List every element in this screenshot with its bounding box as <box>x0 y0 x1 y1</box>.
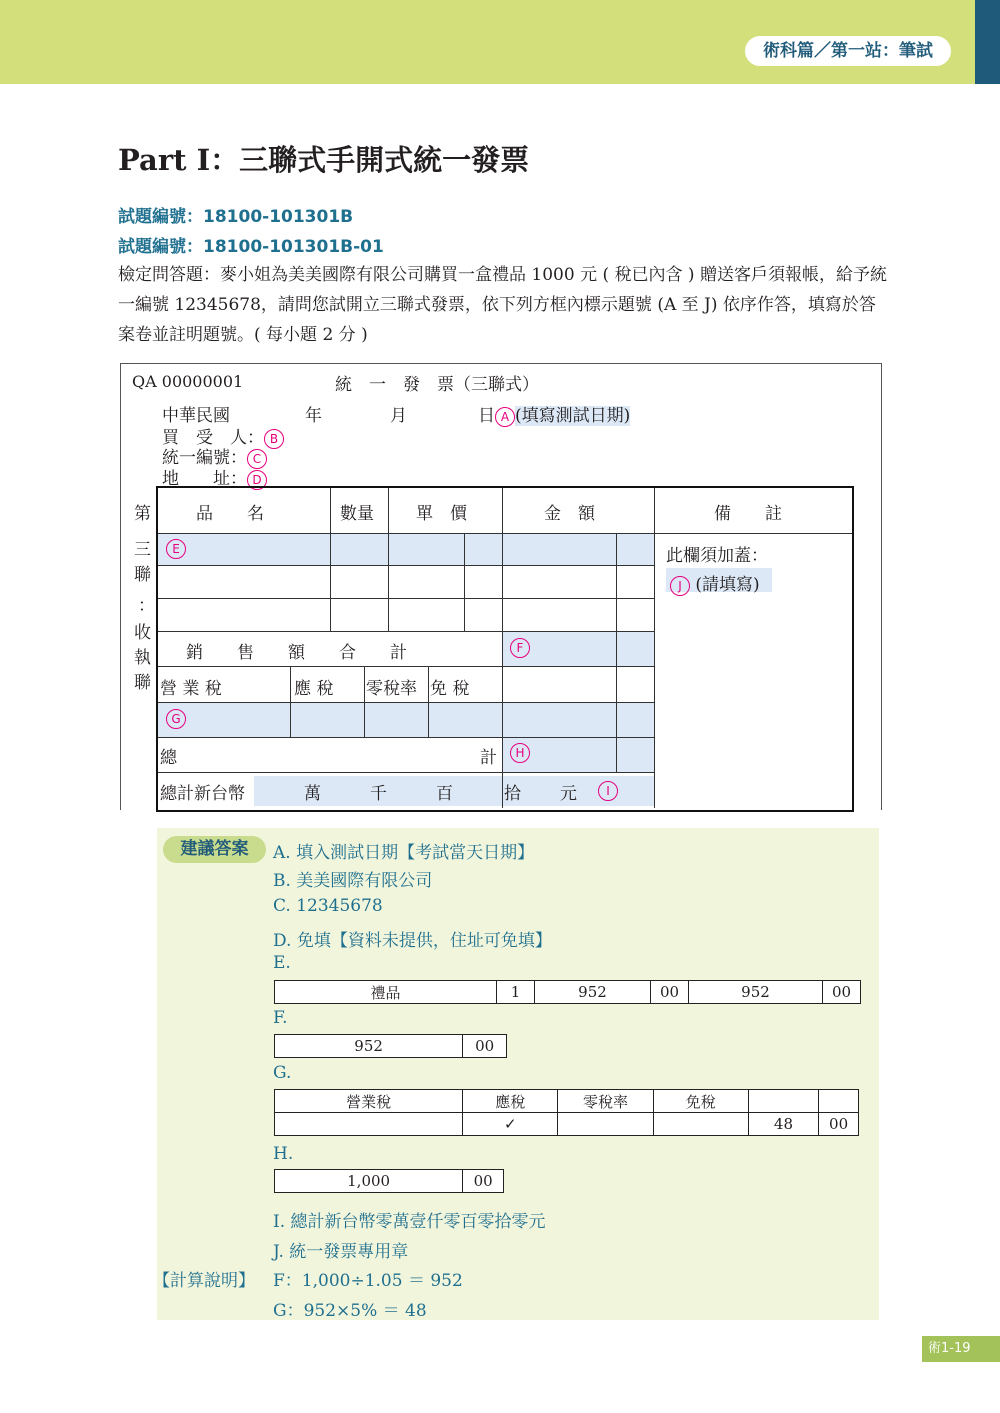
e-amount-cents: 00 <box>823 981 861 1004</box>
col-price: 單 價 <box>416 504 467 524</box>
unit-yuan: 元 <box>560 784 577 804</box>
date-hint: (填寫測試日期) <box>515 406 631 426</box>
business-tax-label: 營 業 稅 <box>160 679 222 699</box>
question-id: 試題編號：18100-101301B <box>118 207 354 227</box>
unit-shi: 拾 <box>504 784 521 804</box>
e-item: 禮品 <box>275 981 497 1004</box>
copy-label-5: 收 <box>134 623 151 643</box>
unit-bai: 百 <box>436 784 453 804</box>
marker-h: H <box>510 743 530 763</box>
g-h-blank-1 <box>748 1090 818 1113</box>
grand-total-label: 總計新台幣 <box>160 784 245 804</box>
answer-c: C. 12345678 <box>273 896 383 916</box>
g-h-taxable: 應稅 <box>463 1090 558 1113</box>
answer-f-table <box>274 1034 507 1058</box>
answer-e-label: E. <box>273 953 291 973</box>
marker-d: D <box>247 470 267 490</box>
page-number: 術1-19 <box>922 1336 1000 1362</box>
table-row <box>275 1090 859 1113</box>
buyer-label: 買 受 人： <box>162 428 264 448</box>
answer-tag: 建議答案 <box>163 836 266 863</box>
copy-label-1: 第 <box>134 504 151 524</box>
invoice-heading: 統 一 發 票（三聯式） <box>335 375 539 395</box>
invoice-number: QA 00000001 <box>132 372 244 391</box>
e-price-cents: 00 <box>651 981 689 1004</box>
marker-e: E <box>166 539 186 559</box>
g-h-zero-rate: 零稅率 <box>558 1090 653 1113</box>
marker-g: G <box>166 709 186 729</box>
address-label: 地 址： <box>162 469 247 489</box>
date-month: 月 <box>390 406 407 426</box>
copy-label-4: ： <box>138 596 155 616</box>
table-row <box>275 1170 504 1193</box>
copy-label-6: 執 <box>134 648 151 668</box>
header-band-accent <box>975 0 1000 84</box>
marker-f: F <box>510 638 530 658</box>
answer-d: D. 免填【資料未提供，住址可免填】 <box>273 931 552 951</box>
g-h-business-tax: 營業稅 <box>275 1090 463 1113</box>
g-h-exempt: 免稅 <box>653 1090 748 1113</box>
unit-qian: 千 <box>370 784 387 804</box>
g-zero-rate <box>558 1113 653 1136</box>
remark-field <box>670 570 760 596</box>
calc-line-1: F：1,000÷1.05 ＝ 952 <box>273 1271 463 1291</box>
marker-a: A <box>495 407 515 427</box>
table-row <box>275 1035 507 1058</box>
marker-i: I <box>598 781 618 801</box>
table-row <box>275 1113 859 1136</box>
row-g-fill <box>158 702 654 737</box>
h-cents: 00 <box>463 1170 504 1193</box>
g-business-tax <box>275 1113 463 1136</box>
marker-b: B <box>264 429 284 449</box>
e-qty: 1 <box>497 981 535 1004</box>
section-tag: 術科篇／第一站：筆試 <box>745 36 951 66</box>
date-era: 中華民國 <box>162 406 230 426</box>
answer-g-table <box>274 1089 859 1136</box>
copy-label-7: 聯 <box>134 673 151 693</box>
answer-j: J. 統一發票專用章 <box>273 1242 409 1262</box>
sales-total-label: 銷 售 額 合 計 <box>186 643 407 663</box>
date-year: 年 <box>305 406 322 426</box>
e-price: 952 <box>535 981 651 1004</box>
question-text: 檢定問答題：麥小姐為美美國際有限公司購買一盒禮品 1000 元 ( 稅已內含 ) 贈送客戶須報帳，給予統一編號 12345678，請問您試開立三聯式發票，依下列方框內標示題號 (A 至 J) 依序作答，填寫於答案卷並註明題號。( 每小題 2 分 ) <box>118 265 887 345</box>
row-e-fill <box>158 533 654 565</box>
copy-label-3: 聯 <box>134 565 151 585</box>
e-amount: 952 <box>689 981 823 1004</box>
question-id-sub: 試題編號：18100-101301B-01 <box>118 237 384 257</box>
tax-id-label: 統一編號： <box>162 448 247 468</box>
answer-a: A. 填入測試日期【考試當天日期】 <box>273 843 535 863</box>
unit-wan: 萬 <box>304 784 321 804</box>
answer-g-label: G. <box>273 1063 292 1083</box>
col-amount: 金 額 <box>544 504 595 524</box>
g-taxable-check: ✓ <box>463 1113 558 1136</box>
answer-h-label: H. <box>273 1144 294 1164</box>
answer-box <box>157 828 879 1320</box>
g-exempt <box>653 1113 748 1136</box>
col-remark: 備 註 <box>714 504 782 524</box>
h-total: 1,000 <box>275 1170 463 1193</box>
date-day <box>478 401 630 427</box>
total-label-left: 總 <box>160 748 177 768</box>
col-qty: 數量 <box>340 504 374 524</box>
f-cents: 00 <box>463 1035 507 1058</box>
marker-c: C <box>247 449 267 469</box>
table-row <box>275 981 861 1004</box>
marker-j: J <box>670 576 690 596</box>
col-item: 品 名 <box>196 504 264 524</box>
g-tax-cents: 00 <box>819 1113 859 1136</box>
copy-label-2: 三 <box>134 540 151 560</box>
calc-label: 【計算說明】 <box>153 1271 255 1291</box>
total-label-right: 計 <box>480 748 497 768</box>
invoice-form <box>120 363 882 811</box>
date-day-label: 日 <box>478 406 495 426</box>
remark-hint: (請填寫) <box>695 575 760 595</box>
invoice-grid <box>156 486 854 812</box>
answer-h-table <box>274 1169 504 1193</box>
f-amount: 952 <box>275 1035 463 1058</box>
answer-b: B. 美美國際有限公司 <box>273 871 433 891</box>
calc-line-2: G：952×5% ＝ 48 <box>273 1301 427 1321</box>
exempt-label: 免 稅 <box>430 679 470 699</box>
g-h-blank-2 <box>819 1090 859 1113</box>
g-tax-amount: 48 <box>748 1113 818 1136</box>
page-title: Part I：三聯式手開式統一發票 <box>118 143 530 177</box>
answer-i: I. 總計新台幣零萬壹仟零百零拾零元 <box>273 1212 546 1232</box>
answer-e-table <box>274 980 861 1004</box>
taxable-label: 應 稅 <box>294 679 334 699</box>
zero-rate-label: 零稅率 <box>366 679 417 699</box>
answer-f-label: F. <box>273 1008 288 1028</box>
remark-note: 此欄須加蓋： <box>666 546 768 566</box>
